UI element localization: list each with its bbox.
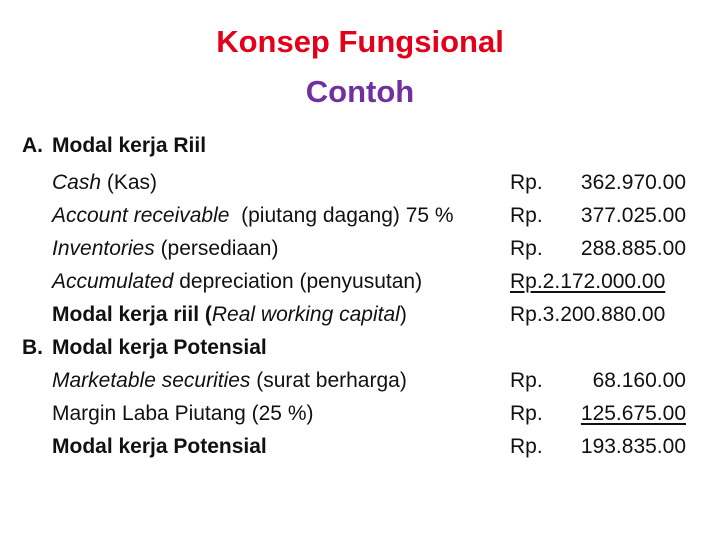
row-label: Margin Laba Piutang (25 %) [52,402,314,425]
section-b-title: Modal kerja Potensial [52,336,267,359]
section-a-marker: A. [22,134,43,157]
row-label: Marketable securities (surat berharga) [52,369,407,392]
row-inventories [0,234,720,264]
row-amount: Rp.3.200.880.00 [510,303,666,326]
section-b-marker: B. [22,336,43,359]
row-cash [0,168,720,198]
row-amount: 288.885.00 [580,237,686,260]
row-currency: Rp. [510,204,543,227]
row-label: Cash (Kas) [52,171,158,194]
row-margin-laba-piutang [0,399,720,429]
row-accumulated-depreciation [0,267,720,297]
row-currency: Rp. [510,237,543,260]
row-marketable-securities [0,366,720,396]
row-amount: 193.835.00 [580,435,686,458]
row-currency: Rp. [510,435,543,458]
section-b-heading [0,333,720,363]
title-line-1: Konsep Fungsional [216,24,504,59]
row-label: Account receivable (piutang dagang) 75 % [52,204,454,227]
title-line-2: Contoh [305,74,415,109]
row-amount: 362.970.00 [580,171,686,194]
row-label: Inventories (persediaan) [52,237,279,260]
section-a-title: Modal kerja Riil [52,134,207,157]
row-label: Modal kerja Potensial [52,435,267,458]
row-amount: 125.675.00 [580,402,686,425]
row-modal-kerja-riil [0,300,720,330]
row-amount: 68.160.00 [592,369,686,392]
row-label: Modal kerja riil (Real working capital) [52,303,407,326]
row-modal-kerja-potensial [0,432,720,462]
row-currency: Rp. [510,369,543,392]
row-label: Accumulated depreciation (penyusutan) [52,270,423,293]
section-a-heading [0,131,720,161]
row-currency: Rp. [510,402,543,425]
row-amount: 377.025.00 [580,204,686,227]
row-currency: Rp. [510,171,543,194]
row-account-receivable [0,201,720,231]
row-amount: Rp.2.172.000.00 [510,270,666,293]
